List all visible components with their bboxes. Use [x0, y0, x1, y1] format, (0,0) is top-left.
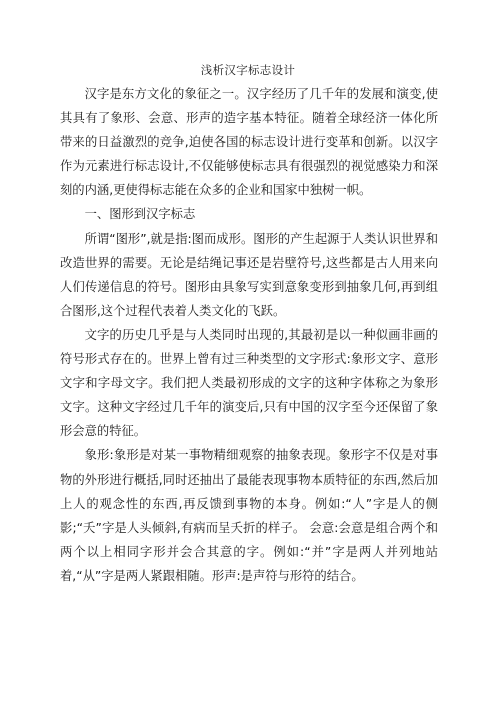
paragraph-intro: 汉字是东方文化的象征之一。汉字经历了几千年的发展和演变,使其具有了象形、会意、形声的造字基本特征。随着全球经济一体化所带来的日益激烈的竞争,迫使各国的标志设计进行变革和创新。以汉字作为元素进行标志设计,不仅能够使标志具有很强烈的视觉感染力和深刻的内涵,更使得标志能在众多的企业和国家中独树一帜。 — [60, 87, 438, 198]
paragraph-pictograph: 象形:象形是对某一事物精细观察的抽象表现。象形字不仅是对事物的外形进行概括,同时还抽出了最能表现事物本质特征的东西,然后加上人的观念性的东西,再反馈到事物的本身。例如:“人”字是人的侧影;“夭”字是人头倾斜,有病而呈夭折的样子。 会意:会意是组合两个和两个以上相同字形并会合其意的字。例如:“并”字是两人并列地站着,“从”字是两人紧跟相随。形声:是声符与形符的结合。 — [60, 448, 438, 583]
document-body — [60, 82, 438, 588]
section-heading: 一、图形到汉字标志 — [84, 207, 196, 222]
paragraph-writing-history: 文字的历史几乎是与人类同时出现的,其最初是以一种似画非画的符号形式存在的。世界上曾有过三种类型的文字形式:象形文字、意形文字和字母文字。我们把人类最初形成的文字的这种字体称之为象形文字。这种文字经过几千年的演变后,只有中国的汉字至今还保留了象形会意的特征。 — [60, 327, 438, 439]
paragraph-graphics: 所谓“图形”,就是指:图而成形。图形的产生起源于人类认识世界和改造世界的需要。无论是结绳记事还是岩壁符号,这些都是古人用来向人们传递信息的符号。图形由具象写实到意象变形到抽象几何,再到组合图形,这个过程代表着人类文化的飞跃。 — [60, 231, 438, 318]
document-title: 浅析汉字标志设计 — [200, 63, 296, 77]
